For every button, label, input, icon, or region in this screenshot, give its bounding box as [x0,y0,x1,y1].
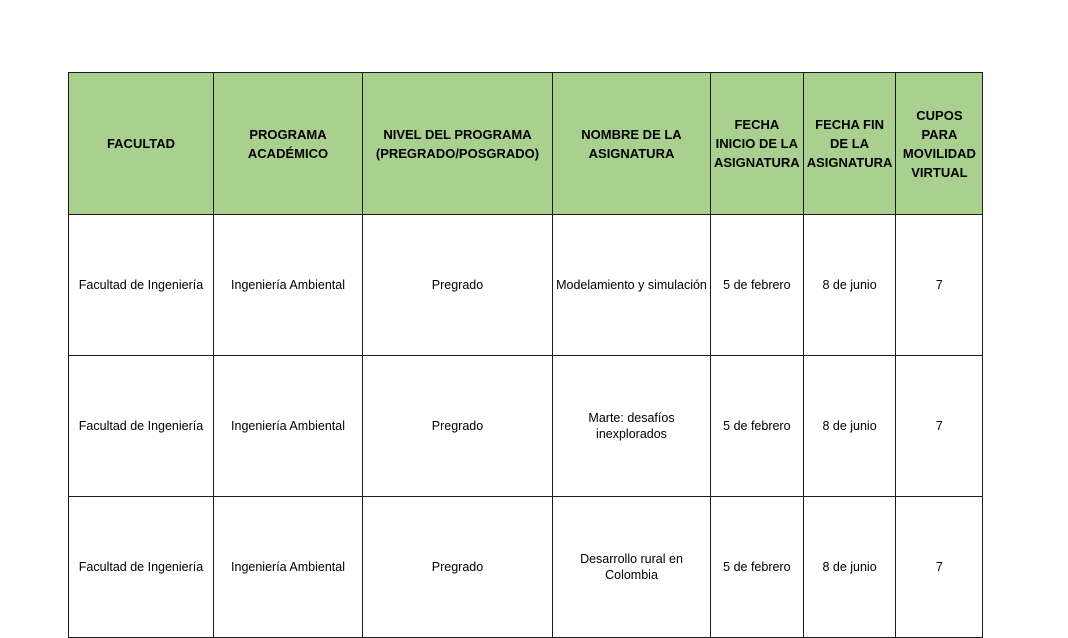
cell-fecha-inicio: 5 de febrero [711,356,804,497]
cell-cupos: 7 [896,215,983,356]
cell-nivel: Pregrado [363,356,553,497]
cell-programa: Ingeniería Ambiental [214,497,363,638]
cell-programa: Ingeniería Ambiental [214,356,363,497]
cell-fecha-inicio: 5 de febrero [711,215,804,356]
header-facultad: FACULTAD [69,73,214,215]
table-header-row [69,73,983,215]
header-fecha-inicio: FECHA INICIO DE LA ASIGNATURA [711,73,804,215]
cell-asignatura: Modelamiento y simulación [553,215,711,356]
header-programa-academico: PROGRAMA ACADÉMICO [214,73,363,215]
cell-programa: Ingeniería Ambiental [214,215,363,356]
cell-fecha-fin: 8 de junio [803,215,896,356]
cell-facultad: Facultad de Ingeniería [69,497,214,638]
header-fecha-fin: FECHA FIN DE LA ASIGNATURA [803,73,896,215]
table-row [69,356,983,497]
header-nivel-programa: NIVEL DEL PROGRAMA (PREGRADO/POSGRADO) [363,73,553,215]
cell-nivel: Pregrado [363,215,553,356]
cell-nivel: Pregrado [363,497,553,638]
mobility-courses-table [68,72,983,638]
header-nombre-asignatura: NOMBRE DE LA ASIGNATURA [553,73,711,215]
table-row [69,215,983,356]
table-row [69,497,983,638]
cell-cupos: 7 [896,497,983,638]
cell-facultad: Facultad de Ingeniería [69,215,214,356]
cell-asignatura: Marte: desafíos inexplorados [553,356,711,497]
cell-cupos: 7 [896,356,983,497]
spreadsheet-area [68,72,983,638]
cell-fecha-fin: 8 de junio [803,497,896,638]
cell-asignatura: Desarrollo rural en Colombia [553,497,711,638]
cell-fecha-fin: 8 de junio [803,356,896,497]
header-cupos: CUPOS PARA MOVILIDAD VIRTUAL [896,73,983,215]
cell-fecha-inicio: 5 de febrero [711,497,804,638]
cell-facultad: Facultad de Ingeniería [69,356,214,497]
